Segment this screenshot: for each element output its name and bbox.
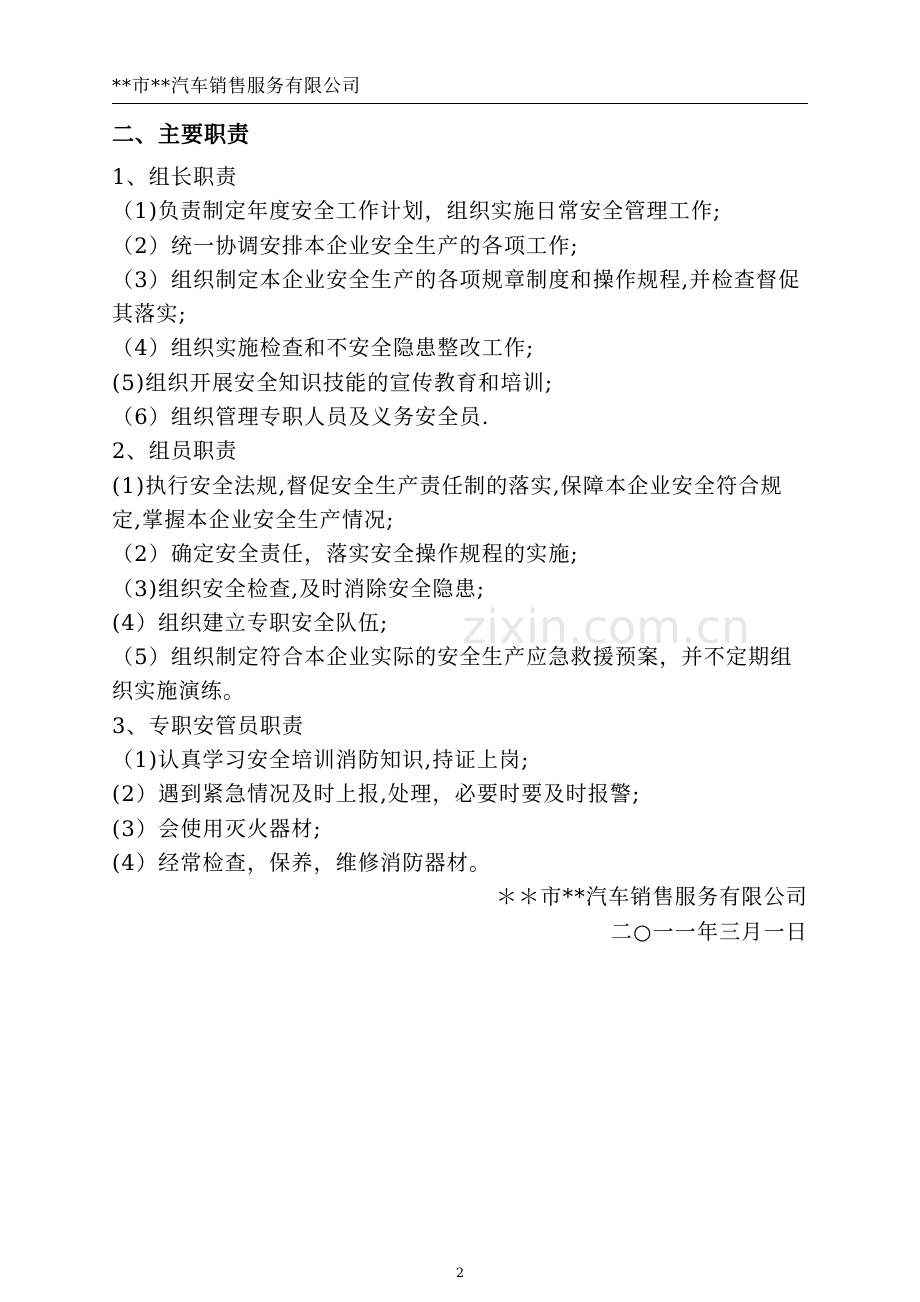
leader-duty-item: （4）组织实施检查和不安全隐患整改工作;: [112, 336, 535, 361]
leader-duty-item: (5)组织开展安全知识技能的宣传教育和培训;: [112, 370, 554, 395]
member-duty-item: （3)组织安全检查,及时消除安全隐患;: [112, 576, 486, 601]
group-heading-safety-officer: 3、专职安管员职责: [112, 713, 305, 738]
document-body: [112, 160, 812, 949]
officer-duty-item: （1)认真学习安全培训消防知识,持证上岗;: [112, 748, 530, 773]
leader-duty-item: （3）组织制定本企业安全生产的各项规章制度和操作规程,并检查督促其落实;: [112, 267, 801, 327]
leader-duty-item: （6）组织管理专职人员及义务安全员.: [112, 405, 490, 430]
member-duty-item: （5）组织制定符合本企业实际的安全生产应急救援预案，并不定期组织实施演练。: [112, 645, 793, 704]
group-heading-member: 2、组员职责: [112, 439, 238, 464]
page-number: 2: [455, 1266, 465, 1281]
leader-duty-item: （1)负责制定年度安全工作计划，组织实施日常安全管理工作;: [112, 199, 722, 224]
document-header: **市**汽车销售服务有限公司: [112, 76, 361, 97]
header-rule: [112, 103, 808, 104]
signature-company: ＊＊市**汽车销售服务有限公司: [496, 885, 808, 910]
signature-date: 二○一一年三月一日: [610, 919, 808, 944]
member-duty-item: (4）组织建立专职安全队伍;: [112, 610, 389, 635]
member-duty-item: (1)执行安全法规,督促安全生产责任制的落实,保障本企业安全符合规定,掌握本企业安全生产情况;: [112, 473, 783, 532]
officer-duty-item: (3）会使用灭火器材;: [112, 816, 322, 841]
officer-duty-item: (4）经常检查，保养，维修消防器材。: [112, 850, 492, 875]
leader-duty-item: （2）统一协调安排本企业安全生产的各项工作;: [112, 233, 579, 258]
officer-duty-item: (2）遇到紧急情况及时上报,处理，必要时要及时报警;: [112, 782, 641, 807]
group-heading-leader: 1、组长职责: [112, 165, 238, 189]
section-title: 二、主要职责: [112, 122, 251, 148]
member-duty-item: （2）确定安全责任，落实安全操作规程的实施;: [112, 542, 579, 567]
watermark: zixin.com.cn: [462, 600, 751, 654]
